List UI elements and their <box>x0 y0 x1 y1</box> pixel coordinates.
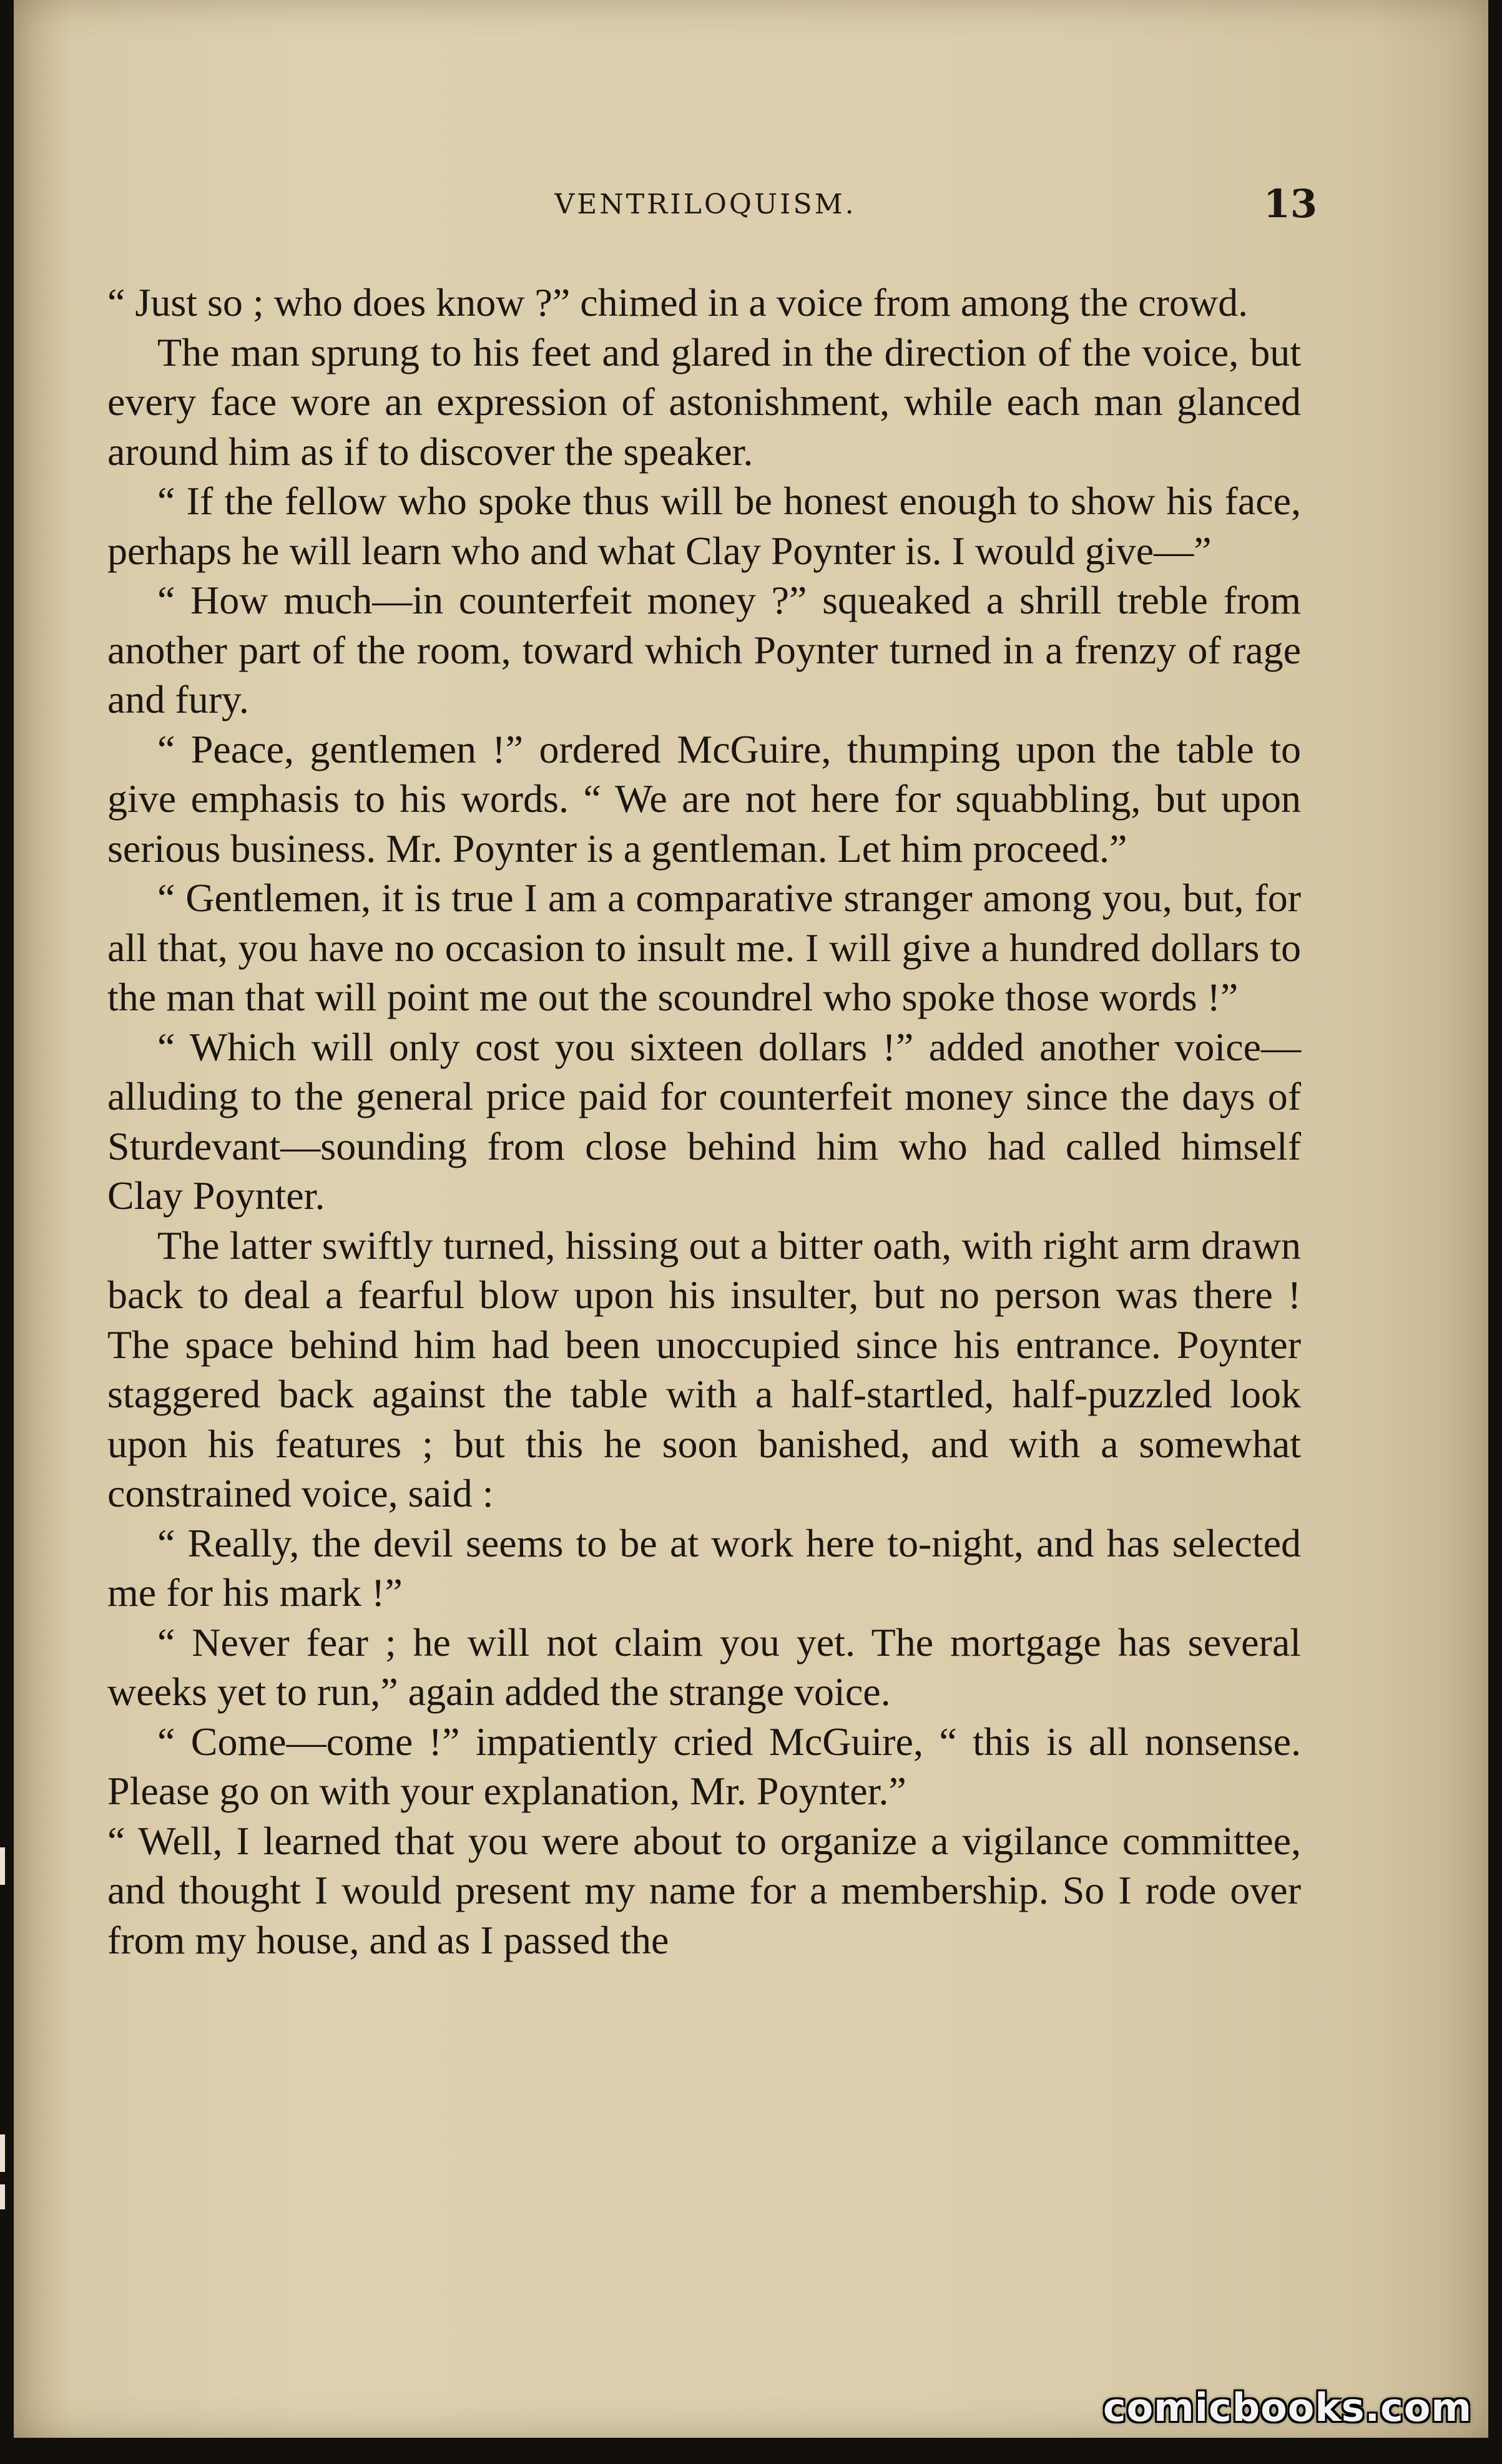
paragraph: “ How much—in counterfeit money ?” squeaked a shrill treble from another part of the room, toward which Poynter turned in a frenzy of rage and fury. <box>107 578 1301 721</box>
paragraph: “ Come—come !” impatiently cried McGuire, “ this is all nonsense. Please go on with your explanation, Mr. Poynter.” <box>107 1719 1301 1813</box>
page-edge-mark <box>0 2134 5 2172</box>
paragraph: “ Which will only cost you sixteen dollars !” added another voice—alluding to the general price paid for counterfeit money since the days of Sturdevant—sounding from close behind him who had called himself Clay Poynter. <box>107 1024 1301 1218</box>
paragraph: “ Just so ; who does know ?” chimed in a voice from among the crowd. <box>107 280 1249 325</box>
paragraph: “ Never fear ; he will not claim you yet. The mortgage has several weeks yet to run,” again added the strange voice. <box>107 1620 1301 1714</box>
watermark-logo: comicbooks.com <box>1102 2385 1472 2430</box>
page-edge-mark <box>0 1847 5 1885</box>
paragraph: The man sprung to his feet and glared in the direction of the voice, but every face wore an expression of astonishment, while each man glanced around him as if to discover the speaker. <box>107 330 1301 474</box>
body-text <box>107 278 1301 1965</box>
page-number: 13 <box>1263 181 1317 227</box>
paragraph: “ Peace, gentlemen !” ordered McGuire, thumping upon the table to give emphasis to his words. “ We are not here for squabbling, but upon serious business. Mr. Poynter is a gentleman. Let him proceed.” <box>107 726 1301 871</box>
paragraph: The latter swiftly turned, hissing out a bitter oath, with right arm drawn back to deal a fearful blow upon his insulter, but no person was there ! The space behind him had been unoccupied since his entrance. Poynter staggered back against the table with a half-startled, half-puzzled look upon his features ; but this he soon banished, and with a somewhat constrained voice, said : <box>107 1223 1301 1515</box>
paragraph: “ Gentlemen, it is true I am a comparative stranger among you, but, for all that, you have no occasion to insult me. I will give a hundred dollars to the man that will point me out the scoundrel who spoke those words !” <box>107 876 1301 1019</box>
running-head: VENTRILOQUISM. <box>554 188 857 220</box>
paragraph: “ Really, the devil seems to be at work here to-night, and has selected me for his mark !” <box>107 1520 1301 1615</box>
page-header <box>106 181 1317 227</box>
paragraph: “ Well, I learned that you were about to organize a vigilance committee, and thought I would present my name for a membership. So I rode over from my house, and as I passed the <box>107 1818 1301 1962</box>
page-edge-mark <box>0 2184 5 2209</box>
paragraph: “ If the fellow who spoke thus will be honest enough to show his face, perhaps he will learn who and what Clay Poynter is. I would give—” <box>107 479 1301 573</box>
